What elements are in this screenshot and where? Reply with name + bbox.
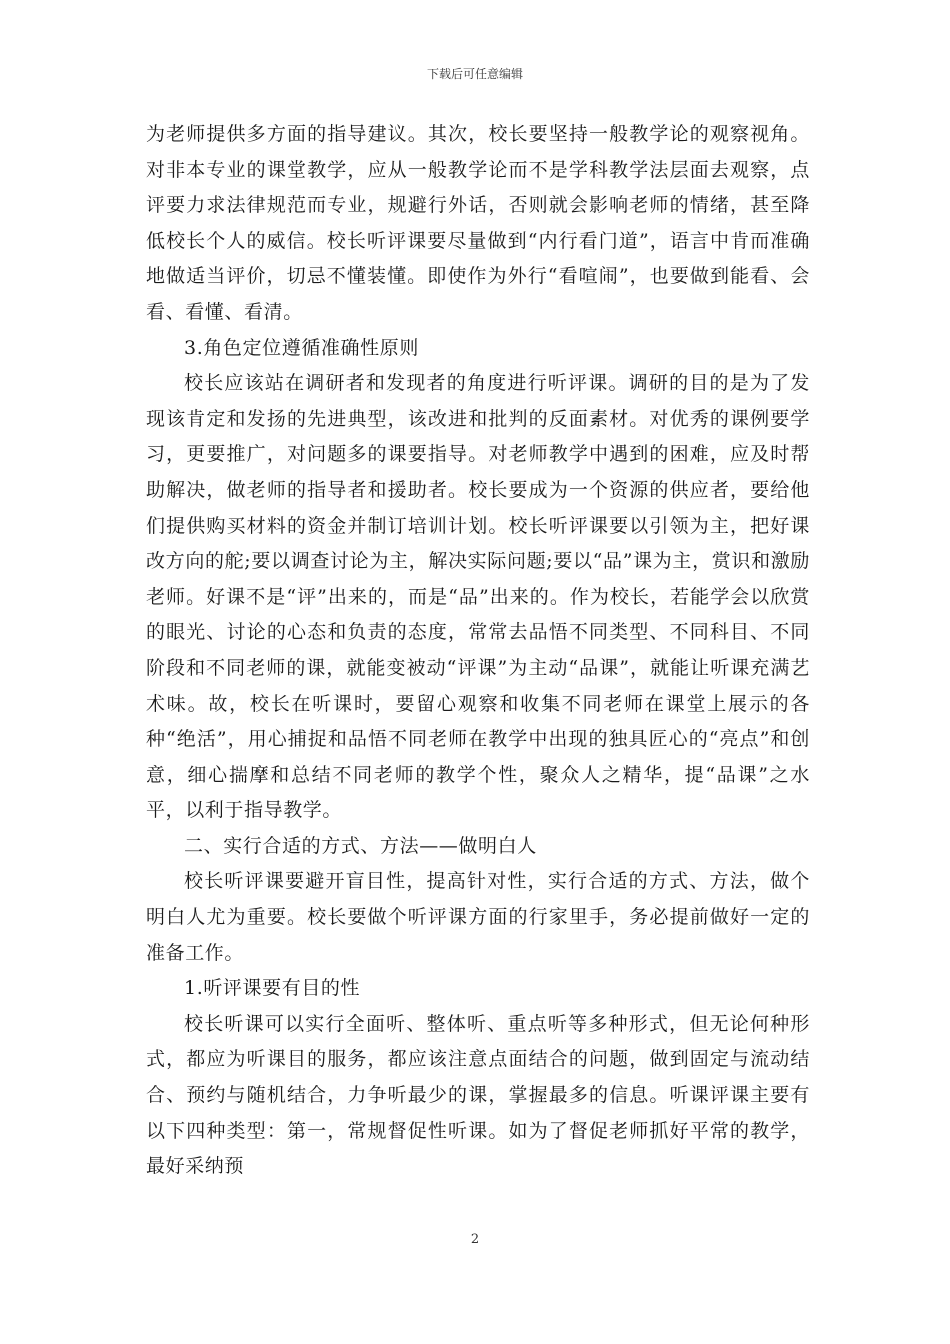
subsection-heading-1: 1.听评课要有目的性: [184, 977, 361, 1000]
section-heading-3: 3.角色定位遵循准确性原则: [184, 336, 419, 359]
document-body: [146, 117, 810, 1185]
page-header: 下载后可任意编辑: [426, 67, 523, 81]
paragraph-1: 为老师提供多方面的指导建议。其次，校长要坚持一般教学论的观察视角。对非本专业的课堂教学，应从一般教学论而不是学科教学法层面去观察，点评要力求法律规范而专业，规避行外话，否则就会影响老师的情绪，甚至降低校长个人的威信。校长听评课要尽量做到“内行看门道”，语言中肯而准确地做适当评价，切忌不懂装懂。即使作为外行“看喧闹”，也要做到能看、会看、看懂、看清。: [146, 123, 810, 323]
page-number: 2: [470, 1232, 480, 1247]
paragraph-3: 校长听评课要避开盲目性，提高针对性，实行合适的方式、方法，做个明白人尤为重要。校长要做个听评课方面的行家里手，务必提前做好一定的准备工作。: [146, 870, 810, 964]
paragraph-4: 校长听课可以实行全面听、整体听、重点听等多种形式，但无论何种形式，都应为听课目的服务，都应该注意点面结合的问题，做到固定与流动结合、预约与随机结合，力争听最少的课，掌握最多的信息。听课评课主要有以下四种类型：第一，常规督促性听课。如为了督促老师抓好平常的教学，最好采纳预: [146, 1012, 810, 1178]
section-heading-2: 二、实行合适的方式、方法——做明白人: [184, 834, 537, 857]
paragraph-2: 校长应该站在调研者和发现者的角度进行听评课。调研的目的是为了发现该肯定和发扬的先进典型，该改进和批判的反面素材。对优秀的课例要学习，更要推广，对问题多的课要指导。对老师教学中遇到的困难，应及时帮助解决，做老师的指导者和援助者。校长要成为一个资源的供应者，要给他们提供购买材料的资金并制订培训计划。校长听评课要以引领为主，把好课改方向的舵;要以调查讨论为主，解决实际问题;要以“品”课为主，赏识和激励老师。好课不是“评”出来的，而是“品”出来的。作为校长，若能学会以欣赏的眼光、讨论的心态和负责的态度，常常去品悟不同类型、不同科目、不同阶段和不同老师的课，就能变被动“评课”为主动“品课”，就能让听课充满艺术味。故，校长在听课时，要留心观察和收集不同老师在课堂上展示的各种“绝活”，用心捕捉和品悟不同老师在教学中出现的独具匠心的“亮点”和创意，细心揣摩和总结不同老师的教学个性，聚众人之精华，提“品课”之水平，以利于指导教学。: [146, 372, 810, 822]
